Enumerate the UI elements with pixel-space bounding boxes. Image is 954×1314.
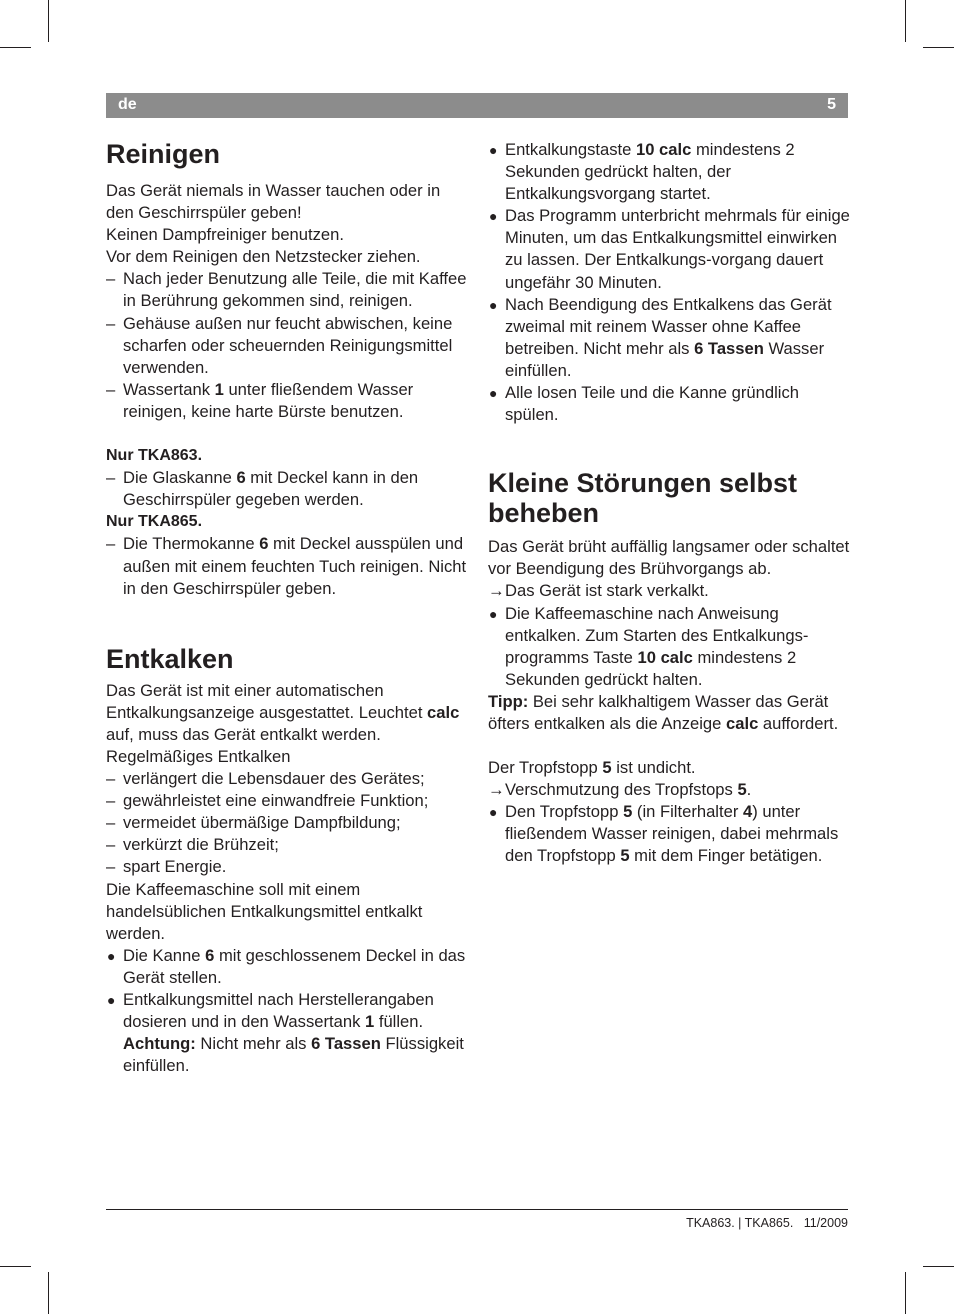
text-run: mindestens 2 Sekunden gedrückt halten, der Entkalkungsvorgang startet. <box>505 140 795 204</box>
reinigen-warning: Das Gerät niemals in Wasser tauchen oder in den Geschirrspüler geben! <box>106 181 441 223</box>
cause-dirt <box>488 779 852 801</box>
entkalken-steps-list <box>106 945 468 1078</box>
list-item-text <box>505 780 751 799</box>
list-item-text <box>505 581 709 600</box>
bullet-icon: ● <box>107 992 116 1008</box>
list-item <box>488 580 852 602</box>
entkalken-machine-text: Die Kaffeemaschine soll mit einem handelsüblichen Entkalkungsmittel entkalkt werden. <box>106 879 423 943</box>
bold-text: 1 <box>364 1012 375 1032</box>
text-run: Die Glaskanne <box>123 468 237 488</box>
subheading-tka863: Nur TKA863. <box>106 447 203 465</box>
list-item-text <box>505 140 795 203</box>
text-run: (in Filterhalter <box>632 802 743 822</box>
text-run: Entkalkungsmittel nach Herstellerangaben dosieren und in den Wassertank <box>123 990 434 1032</box>
section-title-entkalken: Entkalken <box>106 643 234 674</box>
dash-marker: – <box>106 769 116 789</box>
list-item-text: verlängert die Lebensdauer des Gerätes; <box>123 769 425 789</box>
section-title-stoerungen: Kleine Störungen selbst beheben <box>488 468 798 529</box>
list-item <box>106 379 468 423</box>
dash-marker: – <box>106 379 116 399</box>
text-run: mit dem Finger betätigen. <box>629 846 823 866</box>
bold-text: 5 <box>737 780 747 800</box>
reinigen-no-steam: Keinen Dampfreiniger benutzen. <box>106 225 344 245</box>
dash-marker: – <box>106 313 116 333</box>
remedy-descale-list <box>488 603 852 691</box>
list-item <box>488 294 852 382</box>
text-run: mit geschlossenem Deckel in das Gerät stellen. <box>123 945 466 987</box>
bold-text: 6 <box>205 945 215 965</box>
text-run: auffordert. <box>758 713 839 733</box>
entkalken-regular: Regelmäßiges Entkalken <box>106 746 291 766</box>
text-run: Nach jeder Benutzung alle Teile, die mit Kaffee in Berührung gekommen sind, reinigen. <box>123 269 467 311</box>
bold-text: 6 Tassen <box>311 1034 381 1054</box>
bullet-icon: ● <box>489 208 498 225</box>
symptom-drip-stop-leaking <box>488 757 852 779</box>
bullet-icon: ● <box>489 804 498 821</box>
list-item <box>106 268 468 312</box>
text-run: . <box>746 780 752 800</box>
text-run: unter fließendem Wasser reinigen, keine harte Bürste benutzen. <box>123 379 414 421</box>
bullet-icon: ● <box>489 385 498 402</box>
bullet-icon: ● <box>489 142 498 158</box>
bold-text: 10 calc <box>635 140 692 159</box>
list-item-text: vermeidet übermäßige Dampfbildung; <box>123 813 401 833</box>
tka865-list <box>106 533 468 599</box>
bold-text: 5 <box>620 846 630 866</box>
dash-marker: – <box>106 791 116 811</box>
list-item-text <box>123 946 465 987</box>
text-run: Entkalkungstaste <box>505 140 636 159</box>
text-run: Nicht mehr als <box>195 1034 312 1054</box>
bold-text: Tipp: <box>488 691 529 711</box>
list-item <box>106 812 468 834</box>
bold-text: 4 <box>742 802 753 822</box>
list-item <box>106 834 468 856</box>
list-item-text <box>505 802 838 865</box>
dash-marker: – <box>106 269 116 289</box>
list-item <box>488 603 852 691</box>
text-run: Nach Beendigung des Entkalkens das Gerät zweimal mit reinem Wasser ohne Kaffee betreiben. Nicht mehr als <box>505 294 832 358</box>
list-item <box>106 768 468 790</box>
text-run: Alle losen Teile und die Kanne gründlich spülen. <box>505 383 799 425</box>
list-item-text <box>505 206 850 291</box>
text-run: Bei sehr kalkhaltigem Wasser das Gerät öfters entkalken als die Anzeige <box>488 691 829 733</box>
list-item <box>488 801 852 867</box>
text-run: Gehäuse außen nur feucht abwischen, keine scharfen oder scheuernden Reinigungsmittel verwenden. <box>123 313 453 377</box>
header-bar <box>106 93 848 118</box>
bold-text: 6 <box>236 468 246 488</box>
bullet-icon: ● <box>489 605 498 622</box>
crop-mark <box>48 1272 49 1314</box>
list-item <box>106 989 468 1077</box>
text-run: ist undicht. <box>611 758 696 778</box>
list-item-text: spart Energie. <box>123 857 227 877</box>
arrow-right-icon: → <box>488 780 505 800</box>
text-run: Wassertank <box>123 379 215 399</box>
bold-text: calc <box>427 702 460 722</box>
language-label: de <box>118 96 137 113</box>
text-run: mindestens 2 Sekunden gedrückt halten. <box>505 647 797 689</box>
reinigen-dash-list <box>106 268 468 423</box>
bold-text: 5 <box>602 758 612 778</box>
dash-marker: – <box>106 534 116 554</box>
entkalken-benefits-list <box>106 768 468 878</box>
crop-mark <box>48 0 49 42</box>
list-item <box>106 467 468 511</box>
list-item-text <box>123 314 452 377</box>
tka863-list <box>106 467 468 511</box>
crop-mark <box>923 1266 954 1267</box>
entkalken-steps-list-continued <box>488 139 852 426</box>
list-item <box>488 382 852 426</box>
list-item <box>488 779 852 801</box>
list-item-text: verkürzt die Brühzeit; <box>123 835 279 855</box>
left-column <box>106 139 468 1077</box>
list-item-text <box>123 468 418 509</box>
crop-mark <box>0 1266 31 1267</box>
list-item-text: gewährleistet eine einwandfreie Funktion; <box>123 791 429 811</box>
bullet-icon: ● <box>107 947 116 964</box>
text-run: ) unter fließendem Wasser reinigen, dabei mehrmals den Tropfstopp <box>505 802 839 866</box>
text-run: Den Tropfstopp <box>505 802 624 822</box>
dash-marker: – <box>106 468 116 488</box>
text-run: Der Tropfstopp <box>488 758 603 778</box>
page-number: 5 <box>827 96 836 113</box>
tip-text <box>488 691 852 735</box>
list-item <box>106 856 468 878</box>
list-item-text <box>505 383 799 424</box>
bold-text: 6 <box>259 534 269 554</box>
crop-mark <box>905 1272 906 1314</box>
list-item <box>106 790 468 812</box>
bold-text: Achtung: <box>123 1034 196 1054</box>
text-run: füllen. <box>374 1012 424 1032</box>
dash-marker: – <box>106 835 116 855</box>
list-item <box>488 139 852 205</box>
list-item-text <box>123 380 413 421</box>
bold-text: 5 <box>623 802 633 822</box>
arrow-right-icon: → <box>488 581 505 601</box>
dash-marker: – <box>106 813 116 833</box>
list-item-text <box>123 990 464 1075</box>
list-item-text <box>505 604 808 689</box>
crop-mark <box>0 47 31 48</box>
footer <box>686 1216 848 1230</box>
bold-text: calc <box>726 713 759 733</box>
footer-date: 11/2009 <box>803 1216 848 1230</box>
text-run: Verschmutzung des Tropfstops <box>505 780 738 800</box>
entkalken-intro <box>106 680 468 746</box>
list-item-text <box>123 269 466 310</box>
bold-text: 1 <box>214 379 224 399</box>
section-title-reinigen: Reinigen <box>106 139 221 169</box>
dash-marker: – <box>106 857 116 877</box>
symptom-slow-brewing: Das Gerät brüht auffällig langsamer oder schaltet vor Beendigung des Brühvorgangs ab. <box>488 537 850 579</box>
subheading-tka865: Nur TKA865. <box>106 513 203 531</box>
cause-limescale <box>488 580 852 602</box>
text-run: Flüssigkeit einfüllen. <box>123 1034 464 1076</box>
text-run: mit Deckel kann in den Geschirrspüler gegeben werden. <box>123 468 419 510</box>
crop-mark <box>905 0 906 42</box>
bold-text: 6 Tassen <box>694 338 764 358</box>
text-run: Das Gerät ist stark verkalkt. <box>505 581 709 601</box>
footer-models: TKA863. | TKA865. <box>686 1216 794 1230</box>
footer-rule <box>106 1209 848 1210</box>
bullet-icon: ● <box>489 296 498 313</box>
list-item <box>488 205 852 293</box>
right-column <box>488 139 852 868</box>
crop-mark <box>923 47 954 48</box>
remedy-clean-drip-stop-list <box>488 801 852 867</box>
text-run: Das Programm unterbricht mehrmals für einige Minuten, um das Entkalkungsmittel einwirken zu lassen. Der Entkalkungs-vorgang dauert ungefähr 30 Minuten. <box>505 206 850 292</box>
text-run: Die Kanne <box>123 945 206 965</box>
text-run: Das Gerät ist mit einer automatischen Entkalkungsanzeige ausgestattet. Leuchtet <box>106 680 428 722</box>
text-run: auf, muss das Gerät entkalkt werden. <box>106 724 381 744</box>
list-item <box>106 945 468 989</box>
list-item <box>106 313 468 379</box>
text-run: Wasser einfüllen. <box>505 338 825 380</box>
reinigen-unplug: Vor dem Reinigen den Netzstecker ziehen. <box>106 247 421 267</box>
text-run: Die Kaffeemaschine nach Anweisung entkalken. Zum Starten des Entkalkungs-programms Taste <box>505 603 809 667</box>
bold-text: 10 calc <box>637 647 693 667</box>
list-item <box>106 533 468 599</box>
text-run: mit Deckel ausspülen und außen mit einem feuchten Tuch reinigen. Nicht in den Geschirrspüler geben. <box>123 534 467 598</box>
text-run: Die Thermokanne <box>123 534 260 554</box>
list-item-text <box>505 295 832 380</box>
list-item-text <box>123 534 466 597</box>
